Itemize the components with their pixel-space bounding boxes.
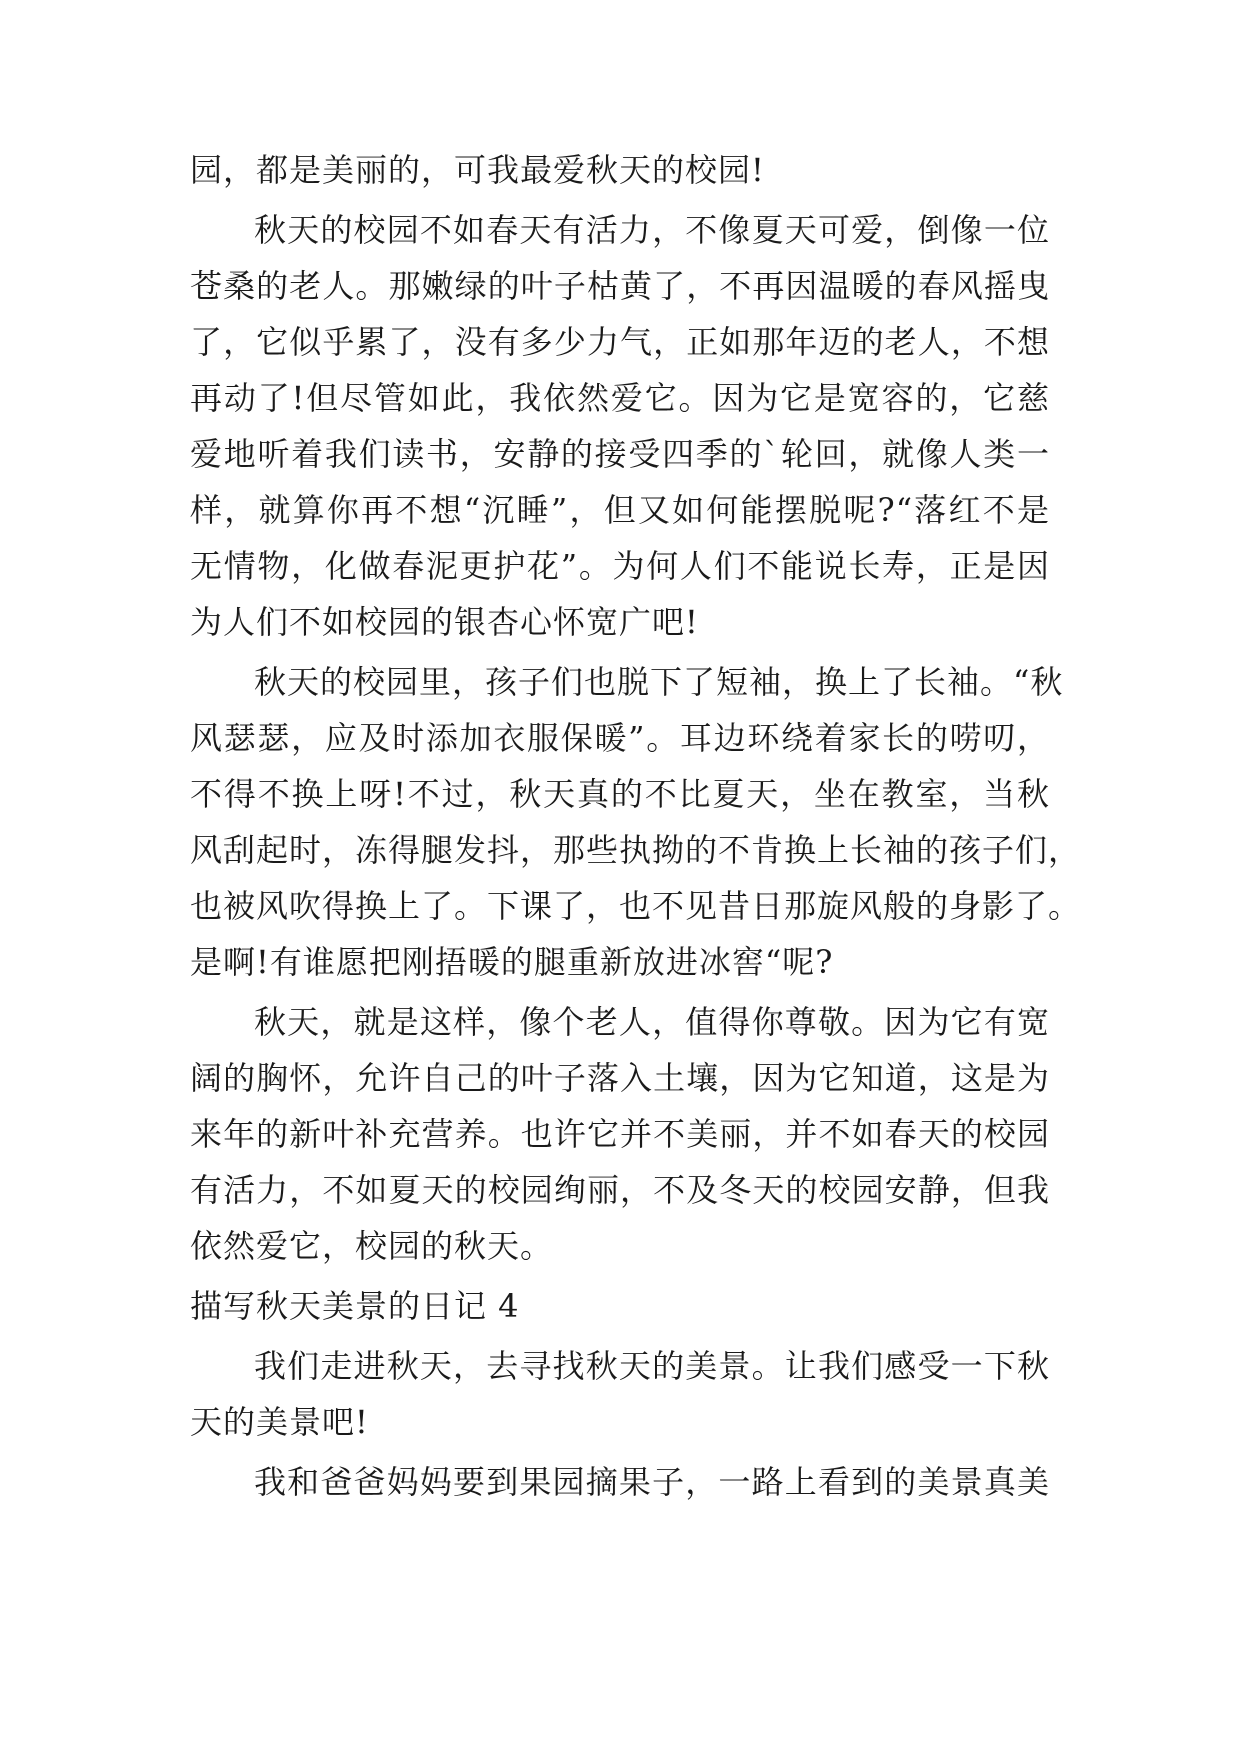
text-line: 不得不换上呀!不过，秋天真的不比夏天，坐在教室，当秋 bbox=[190, 775, 1050, 813]
paragraph-start-line: 我们走进秋天，去寻找秋天的美景。让我们感受一下秋 bbox=[254, 1347, 1050, 1385]
text-line: 为人们不如校园的银杏心怀宽广吧! bbox=[190, 603, 699, 641]
paragraph-start-line: 秋天，就是这样，像个老人，值得你尊敬。因为它有宽 bbox=[254, 1003, 1050, 1041]
text-line: 了，它似乎累了，没有多少力气，正如那年迈的老人，不想 bbox=[190, 323, 1050, 361]
text-line: 来年的新叶补充营养。也许它并不美丽，并不如春天的校园 bbox=[190, 1115, 1050, 1153]
paragraph-start-line: 我和爸爸妈妈要到果园摘果子，一路上看到的美景真美 bbox=[254, 1463, 1050, 1501]
text-line: 依然爱它，校园的秋天。 bbox=[190, 1227, 554, 1265]
text-line: 也被风吹得换上了。下课了，也不见昔日那旋风般的身影了。 bbox=[190, 887, 1082, 925]
paragraph-start-line: 秋天的校园里，孩子们也脱下了短袖，换上了长袖。“秋 bbox=[254, 663, 1064, 701]
text-line: 有活力，不如夏天的校园绚丽，不及冬天的校园安静，但我 bbox=[190, 1171, 1050, 1209]
text-line: 是啊!有谁愿把刚捂暖的腿重新放进冰窖“呢? bbox=[190, 943, 834, 981]
paragraph-start-line: 秋天的校园不如春天有活力，不像夏天可爱，倒像一位 bbox=[254, 211, 1050, 249]
text-line: 苍桑的老人。那嫩绿的叶子枯黄了，不再因温暖的春风摇曳 bbox=[190, 267, 1050, 305]
section-heading: 描写秋天美景的日记 4 bbox=[190, 1287, 520, 1325]
text-line: 爱地听着我们读书，安静的接受四季的`轮回，就像人类一 bbox=[190, 435, 1050, 473]
text-line: 样，就算你再不想“沉睡”，但又如何能摆脱呢?“落红不是 bbox=[190, 491, 1050, 529]
text-line: 再动了!但尽管如此，我依然爱它。因为它是宽容的，它慈 bbox=[190, 379, 1050, 417]
text-line: 园，都是美丽的，可我最爱秋天的校园! bbox=[190, 151, 765, 189]
text-line: 阔的胸怀，允许自己的叶子落入土壤，因为它知道，这是为 bbox=[190, 1059, 1050, 1097]
text-line: 无情物，化做春泥更护花”。为何人们不能说长寿，正是因 bbox=[190, 547, 1050, 585]
text-line: 天的美景吧! bbox=[190, 1403, 369, 1441]
text-line: 风刮起时，冻得腿发抖，那些执拗的不肯换上长袖的孩子们， bbox=[190, 831, 1082, 869]
text-line: 风瑟瑟，应及时添加衣服保暖”。耳边环绕着家长的唠叨， bbox=[190, 719, 1050, 757]
